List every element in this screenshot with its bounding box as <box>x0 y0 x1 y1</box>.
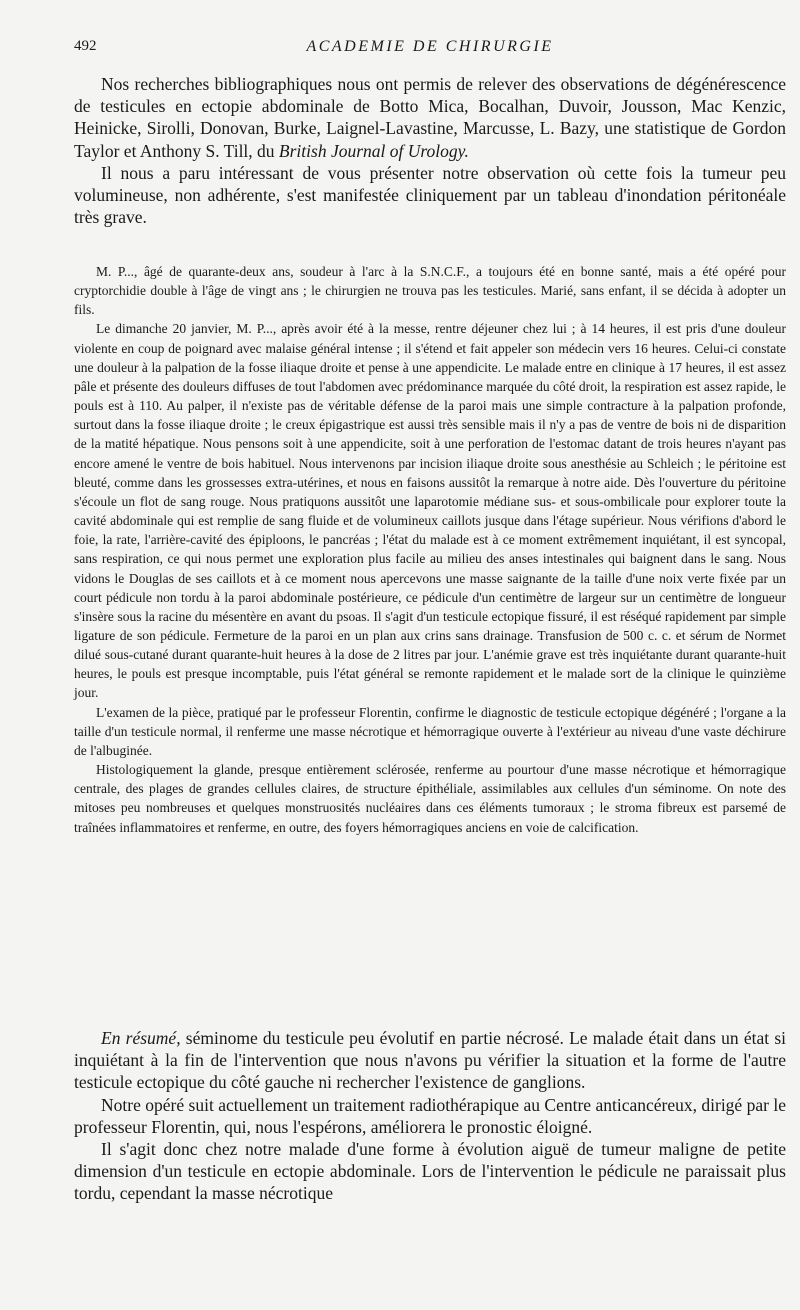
page-header <box>74 38 786 60</box>
summary-paragraph-3: Il s'agit donc chez notre malade d'une forme à évolution aiguë de tumeur maligne de petite dimension d'un testicule en ectopie abdominale. Lors de l'intervention le pédicule ne paraissait plus tordu, cependant la masse nécrotique <box>74 1139 786 1204</box>
case-paragraph-2: Le dimanche 20 janvier, M. P..., après avoir été à la messe, rentre déjeuner chez lui ; à 14 heures, il est pris d'une douleur violente en coup de poignard avec malaise général intense ; il s'étend et fait appeler son médecin vers 16 heures. Celui-ci constate une douleur à la palpation de la fosse iliaque droite et pense à une appendicite. Le malade entre en clinique à 17 heures, il est assez pâle et présente des douleurs diffuses de tout l'abdomen avec prédominance marquée du côté droit, la respiration est assez rapide, le pouls est à 110. Au palper, il n'existe pas de véritable défense de la paroi mais une simple contracture à la palpation profonde, surtout dans la fosse iliaque droite ; le creux épigastrique est aussi très sensible mais il n'y a pas de ventre de bois ni de disparition de la matité hépatique. Nous pensons soit à une appendicite, soit à une perforation de l'estomac datant de trois heures n'ayant pas encore amené le ventre de bois habituel. Nous intervenons par incision iliaque droite sous anesthésie au Schleich ; le péritoine est bleuté, comme dans les grossesses extra-utérines, et nous en faisons aussitôt la remarque à notre aide. Dès l'ouverture du péritoine s'écoule un flot de sang rouge. Nous pratiquons aussitôt une laparotomie médiane sus- et sous-ombilicale pour explorer toute la cavité abdominale qui est remplie de sang fluide et de volumineux caillots jusque dans l'étage supérieur. Nous vérifions d'abord le foie, la rate, l'arrière-cavité des épiploons, le pancréas ; l'état du malade est à ce moment extrêmement inquiétant, il est syncopal, sans respiration, ce qui nous permet une exploration plus facile au milieu des anses intestinales qui baignent dans le sang. Nous vidons le Douglas de ses caillots et à ce moment nous apercevons une masse saignante de la taille d'une noix verte fixée par un court pédicule non tordu à la paroi abdominale postérieure, ce pédicule d'un centimètre de largeur sur un centimètre de longueur s'insère sous la racine du mésentère en avant du psoas. Il s'agit d'un testicule ectopique fissuré, il est réséqué rapidement par simple ligature de son pédicule. Fermeture de la paroi en un plan aux crins sans drainage. Transfusion de 500 c. c. et sérum de Normet dilué sous-cutané durant quarante-huit heures à la dose de 2 litres par jour. L'anémie grave est très inquiétante durant quarante-huit heures, le pouls est presque incomptable, puis l'état général se remonte rapidement et le malade sort de la clinique le quinzième jour. <box>74 321 786 701</box>
case-paragraph-4: Histologiquement la glande, presque entièrement sclérosée, renferme au pourtour d'une masse nécrotique et hémorragique centrale, des plages de grandes cellules claires, de structure épithéliale, assimilables aux cellules d'un séminome. On note des mitoses peu nombreuses et quelques monstruosités nucléaires dans ces éléments tumoraux ; le stroma fibreux est parsemé de traînées inflammatoires et renferme, en outre, des foyers hémorragiques anciens en voie de calcification. <box>74 762 786 835</box>
summary-lead: En résumé, <box>101 1028 181 1048</box>
summary-paragraph-1 <box>74 1027 786 1094</box>
page-number: 492 <box>74 38 97 54</box>
case-paragraph-1: M. P..., âgé de quarante-deux ans, soudeur à l'arc à la S.N.C.F., a toujours été en bonne santé, mais a été opéré pour cryptorchidie double à l'âge de vingt ans ; le chirurgien ne trouva pas les testicules. Marié, sans enfant, il se décida à adopter un fils. <box>74 264 786 318</box>
intro-text-1: Nos recherches bibliographiques nous ont permis de relever des observations de dégénérescence de testicules en ectopie abdominale de Botto Mica, Bocalhan, Duvoir, Jousson, Mac Kenzic, Heinicke, Sirolli, Donovan, Burke, Laignel-Lavastine, Marcusse, L. Bazy, une statistique de Gordon Taylor et Anthony S. Till, du <box>74 74 786 161</box>
summary-paragraph-2: Notre opéré suit actuellement un traitement radiothérapique au Centre anticancéreux, dirigé par le professeur Florentin, qui, nous l'espérons, améliorera le pronostic éloigné. <box>74 1094 786 1137</box>
case-paragraph-3: L'examen de la pièce, pratiqué par le professeur Florentin, confirme le diagnostic de testicule ectopique dégénéré ; l'organe a la taille d'un testicule normal, il renferme une masse nécrotique et hémorragique ouverte à l'extérieur au niveau d'une vaste déchirure de l'albuginée. <box>74 704 786 758</box>
case-report-section <box>74 262 786 837</box>
intro-paragraph-2: Il nous a paru intéressant de vous présenter notre observation où cette fois la tumeur peu volumineuse, non adhérente, s'est manifestée cliniquement par un tableau d'inondation péritonéale très grave. <box>74 162 786 228</box>
summary-section <box>74 1027 786 1205</box>
running-title: ACADEMIE DE CHIRURGIE <box>306 38 554 55</box>
intro-section <box>74 73 786 228</box>
summary-text-1: séminome du testicule peu évolutif en partie nécrosé. Le malade était dans un état si inquiétant à la fin de l'intervention que nous n'avons pu vérifier la situation et la forme de l'autre testicule ectopique du côté gauche ni rechercher l'existence de ganglions. <box>74 1028 786 1093</box>
journal-name: British Journal of Urology. <box>278 140 469 161</box>
intro-paragraph-1 <box>74 73 786 162</box>
